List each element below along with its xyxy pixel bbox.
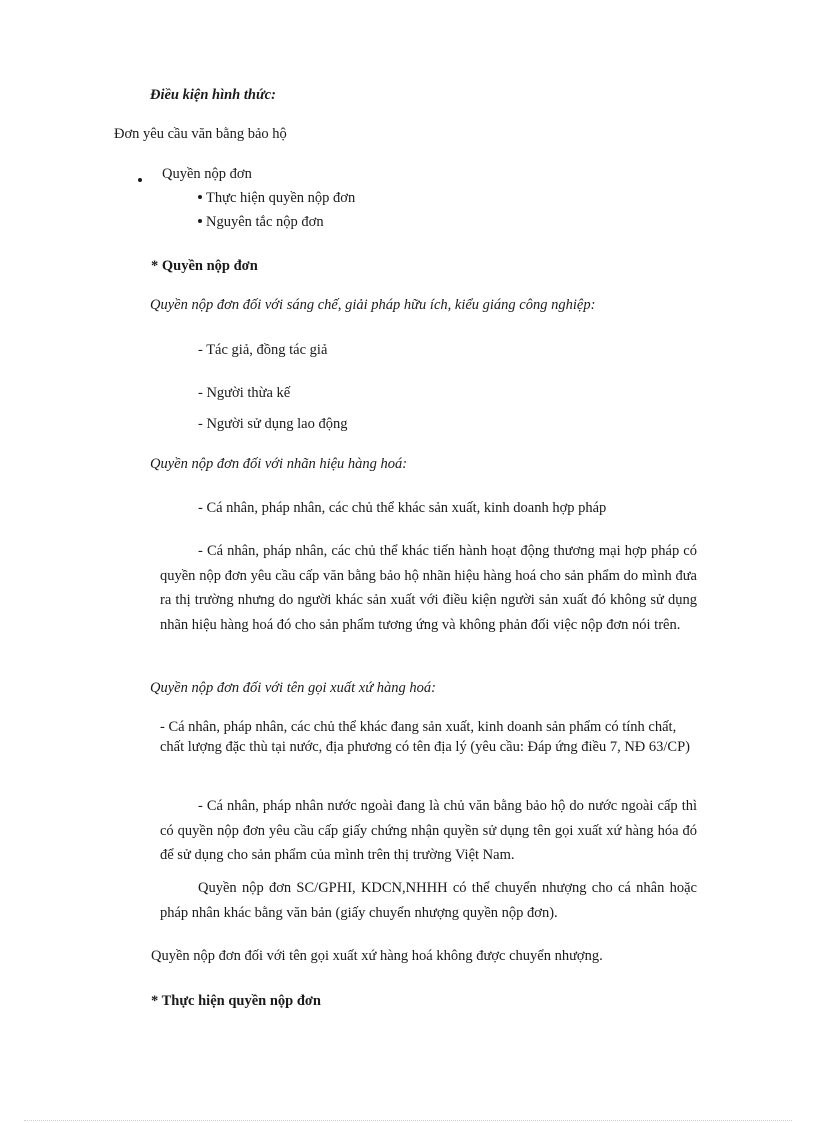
inventions-heading: Quyền nộp đơn đối với sáng chế, giải pháp hữu ích, kiểu giáng công nghiệp: — [150, 297, 596, 313]
trademark-paragraph: - Cá nhân, pháp nhân, các chủ thể khác tiến hành hoạt động thương mại hợp pháp có quyền nộp đơn yêu cầu cấp văn bằng bảo hộ nhãn hiệu hàng hoá cho sản phẩm do mình đưa ra thị trường nhưng do người khác sản xuất với điều kiện người sản xuất đó không sử dụng nhãn hiệu hàng hoá đó cho sản phẩm tương ứng và không phản đối việc nộp đơn nói trên. — [160, 543, 697, 633]
intro-line: Đơn yêu cầu văn bằng bảo hộ — [114, 126, 287, 142]
transfer-paragraph: Quyền nộp đơn SC/GPHI, KDCN,NHHH có thể chuyển nhượng cho cá nhân hoặc pháp nhân khác bằng văn bản (giấy chuyển nhượng quyền nộp đơn). — [160, 880, 697, 921]
trademark-heading: Quyền nộp đơn đối với nhãn hiệu hàng hoá: — [150, 456, 408, 472]
page-divider — [24, 1120, 792, 1121]
heading-formal-conditions: Điều kiện hình thức: — [150, 87, 276, 103]
list-item: - Người sử dụng lao động — [198, 416, 348, 432]
bullet-icon — [198, 219, 202, 223]
no-transfer-line: Quyền nộp đơn đối với tên gọi xuất xứ hàng hoá không được chuyển nhượng. — [151, 948, 603, 964]
section-title-filing-right: * Quyền nộp đơn — [151, 258, 258, 274]
bullet-icon — [138, 178, 142, 182]
sub-bullet-label: Nguyên tắc nộp đơn — [206, 214, 324, 230]
origin-paragraph-2: - Cá nhân, pháp nhân nước ngoài đang là chủ văn bằng bảo hộ do nước ngoài cấp thì có quyền nộp đơn yêu cầu cấp giấy chứng nhận quyền sử dụng tên gọi xuất xứ hàng hóa đó để sử dụng cho sản phẩm của mình trên thị trường Việt Nam. — [160, 798, 697, 863]
origin-paragraph-1: - Cá nhân, pháp nhân, các chủ thể khác đang sản xuất, kinh doanh sản phẩm có tính chất, chất lượng đặc thù tại nước, địa phương có tên địa lý (yêu cầu: Đáp ứng điều 7, NĐ 63/CP) — [160, 719, 691, 755]
list-item: - Người thừa kế — [198, 385, 291, 401]
geographic-origin-heading: Quyền nộp đơn đối với tên gọi xuất xứ hàng hoá: — [150, 680, 436, 696]
sub-bullet-label: Thực hiện quyền nộp đơn — [206, 190, 356, 206]
sub-bullet-item — [198, 189, 355, 207]
bullet-main: Quyền nộp đơn — [162, 166, 252, 182]
sub-bullet-item — [198, 213, 324, 231]
list-item: - Tác giả, đồng tác giả — [198, 342, 328, 358]
bullet-icon — [198, 195, 202, 199]
list-item: - Cá nhân, pháp nhân, các chủ thể khác sản xuất, kinh doanh hợp pháp — [198, 500, 607, 516]
section-title-exercise-right: * Thực hiện quyền nộp đơn — [151, 993, 321, 1009]
